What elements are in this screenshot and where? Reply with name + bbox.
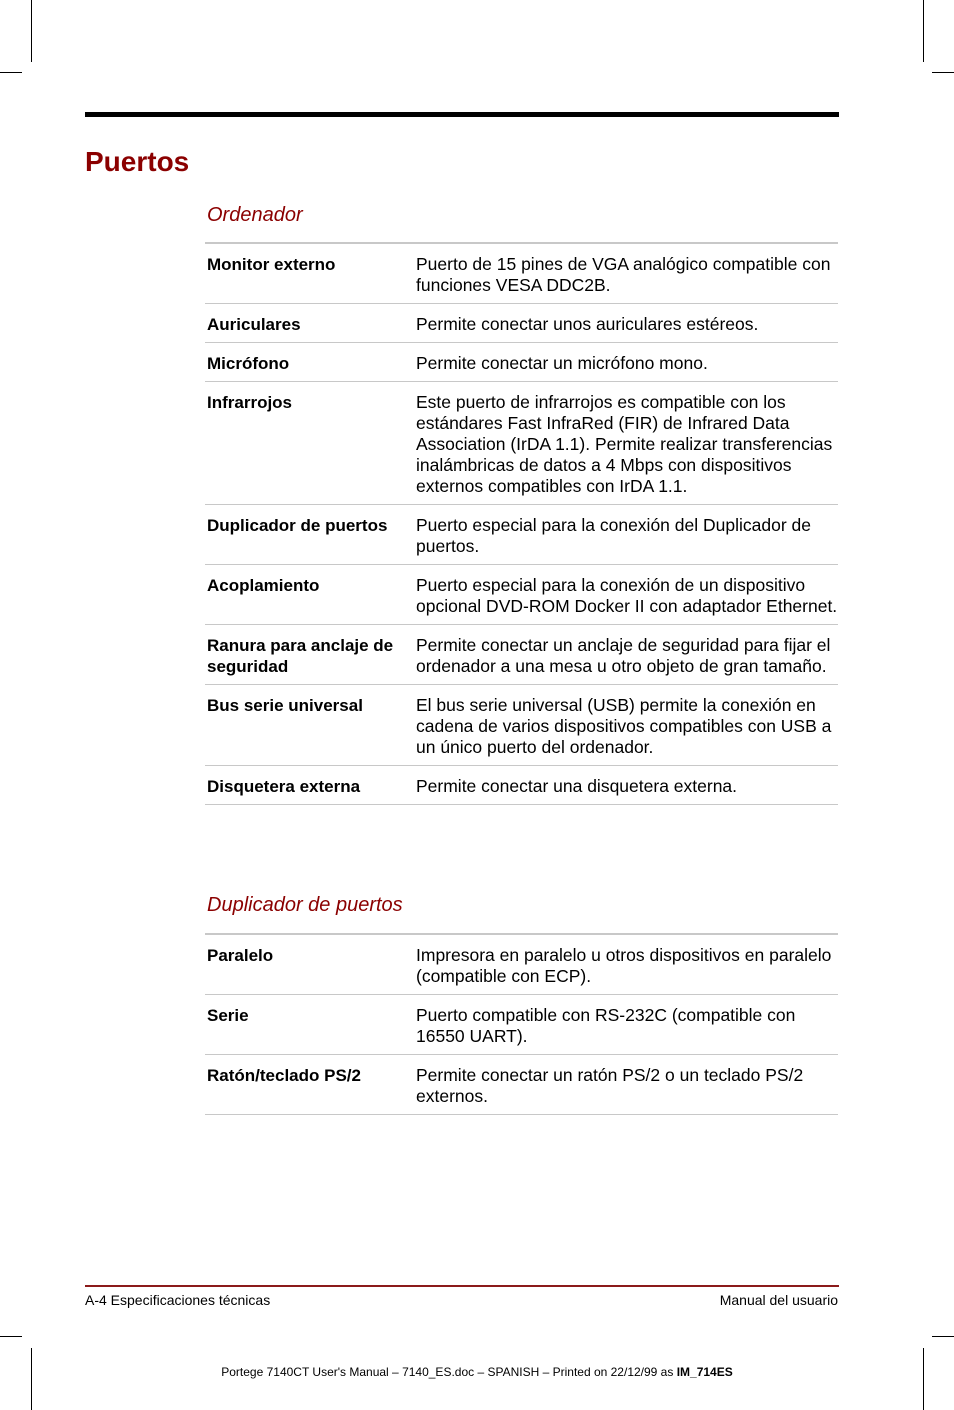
footer-rule (85, 1285, 839, 1287)
header-rule (85, 112, 839, 117)
crop-mark (923, 1348, 924, 1410)
table-row (205, 343, 838, 382)
table-row (205, 1055, 838, 1115)
table-row (205, 766, 838, 805)
row-description: Impresora en paralelo u otros dispositivos en paralelo (compatible con ECP). (416, 945, 832, 986)
row-description: Permite conectar un anclaje de seguridad para fijar el ordenador a una mesa u otro objeto de gran tamaño. (416, 635, 831, 676)
row-term: Paralelo (207, 946, 274, 965)
row-description: Puerto especial para la conexión de un dispositivo opcional DVD-ROM Docker II con adaptador Ethernet. (416, 575, 838, 616)
row-term: Serie (207, 1006, 249, 1025)
row-term: Micrófono (207, 354, 290, 373)
table-row (205, 505, 838, 565)
table-row (205, 304, 838, 343)
row-description: El bus serie universal (USB) permite la conexión en cadena de varios dispositivos compatibles con USB a un único puerto del ordenador. (416, 695, 832, 757)
table-row (205, 565, 838, 625)
crop-mark (0, 1336, 22, 1337)
row-description: Permite conectar una disquetera externa. (416, 776, 738, 796)
ports-table-ordenador (205, 242, 838, 805)
crop-mark (923, 0, 924, 62)
section-heading-duplicador: Duplicador de puertos (207, 894, 403, 916)
row-description: Puerto especial para la conexión del Duplicador de puertos. (416, 515, 811, 556)
row-description: Puerto de 15 pines de VGA analógico compatible con funciones VESA DDC2B. (416, 254, 831, 295)
table-row (205, 935, 838, 995)
ports-table-duplicador (205, 933, 838, 1115)
crop-mark (31, 0, 32, 62)
section-heading-ordenador: Ordenador (207, 204, 303, 226)
table-row (205, 995, 838, 1055)
row-term: Bus serie universal (207, 696, 363, 715)
table-row (205, 382, 838, 505)
row-term: Ratón/teclado PS/2 (207, 1066, 361, 1085)
row-term: Ranura para anclaje de seguridad (207, 636, 394, 676)
row-term: Auriculares (207, 315, 301, 334)
print-info (0, 1365, 954, 1379)
crop-mark (31, 1348, 32, 1410)
table-row (205, 685, 838, 766)
row-term: Infrarrojos (207, 393, 293, 412)
row-description: Puerto compatible con RS-232C (compatible con 16550 UART). (416, 1005, 796, 1046)
row-description: Permite conectar un ratón PS/2 o un teclado PS/2 externos. (416, 1065, 804, 1106)
row-description: Permite conectar unos auriculares estéreos. (416, 314, 759, 334)
footer-manual-label: Manual del usuario (719, 1292, 838, 1308)
print-info-code: IM_714ES (676, 1365, 733, 1379)
table-row (205, 625, 838, 685)
row-term: Monitor externo (207, 255, 336, 274)
row-description: Permite conectar un micrófono mono. (416, 353, 708, 373)
crop-mark (932, 72, 954, 73)
crop-mark (0, 72, 22, 73)
row-term: Duplicador de puertos (207, 516, 388, 535)
table-row (205, 244, 838, 304)
row-term: Disquetera externa (207, 777, 361, 796)
print-info-text: Portege 7140CT User's Manual – 7140_ES.doc – SPANISH – Printed on 22/12/99 as (221, 1365, 677, 1379)
footer-page-label: A-4 Especificaciones técnicas (85, 1292, 271, 1308)
page-title: Puertos (85, 146, 190, 177)
row-term: Acoplamiento (207, 576, 320, 595)
crop-mark (932, 1336, 954, 1337)
row-description: Este puerto de infrarrojos es compatible con los estándares Fast InfraRed (FIR) de Infrared Data Association (IrDA 1.1). Permite realizar transferencias inalámbricas de datos a 4 Mbps con dispositivos externos compatibles con IrDA 1.1. (416, 392, 833, 496)
